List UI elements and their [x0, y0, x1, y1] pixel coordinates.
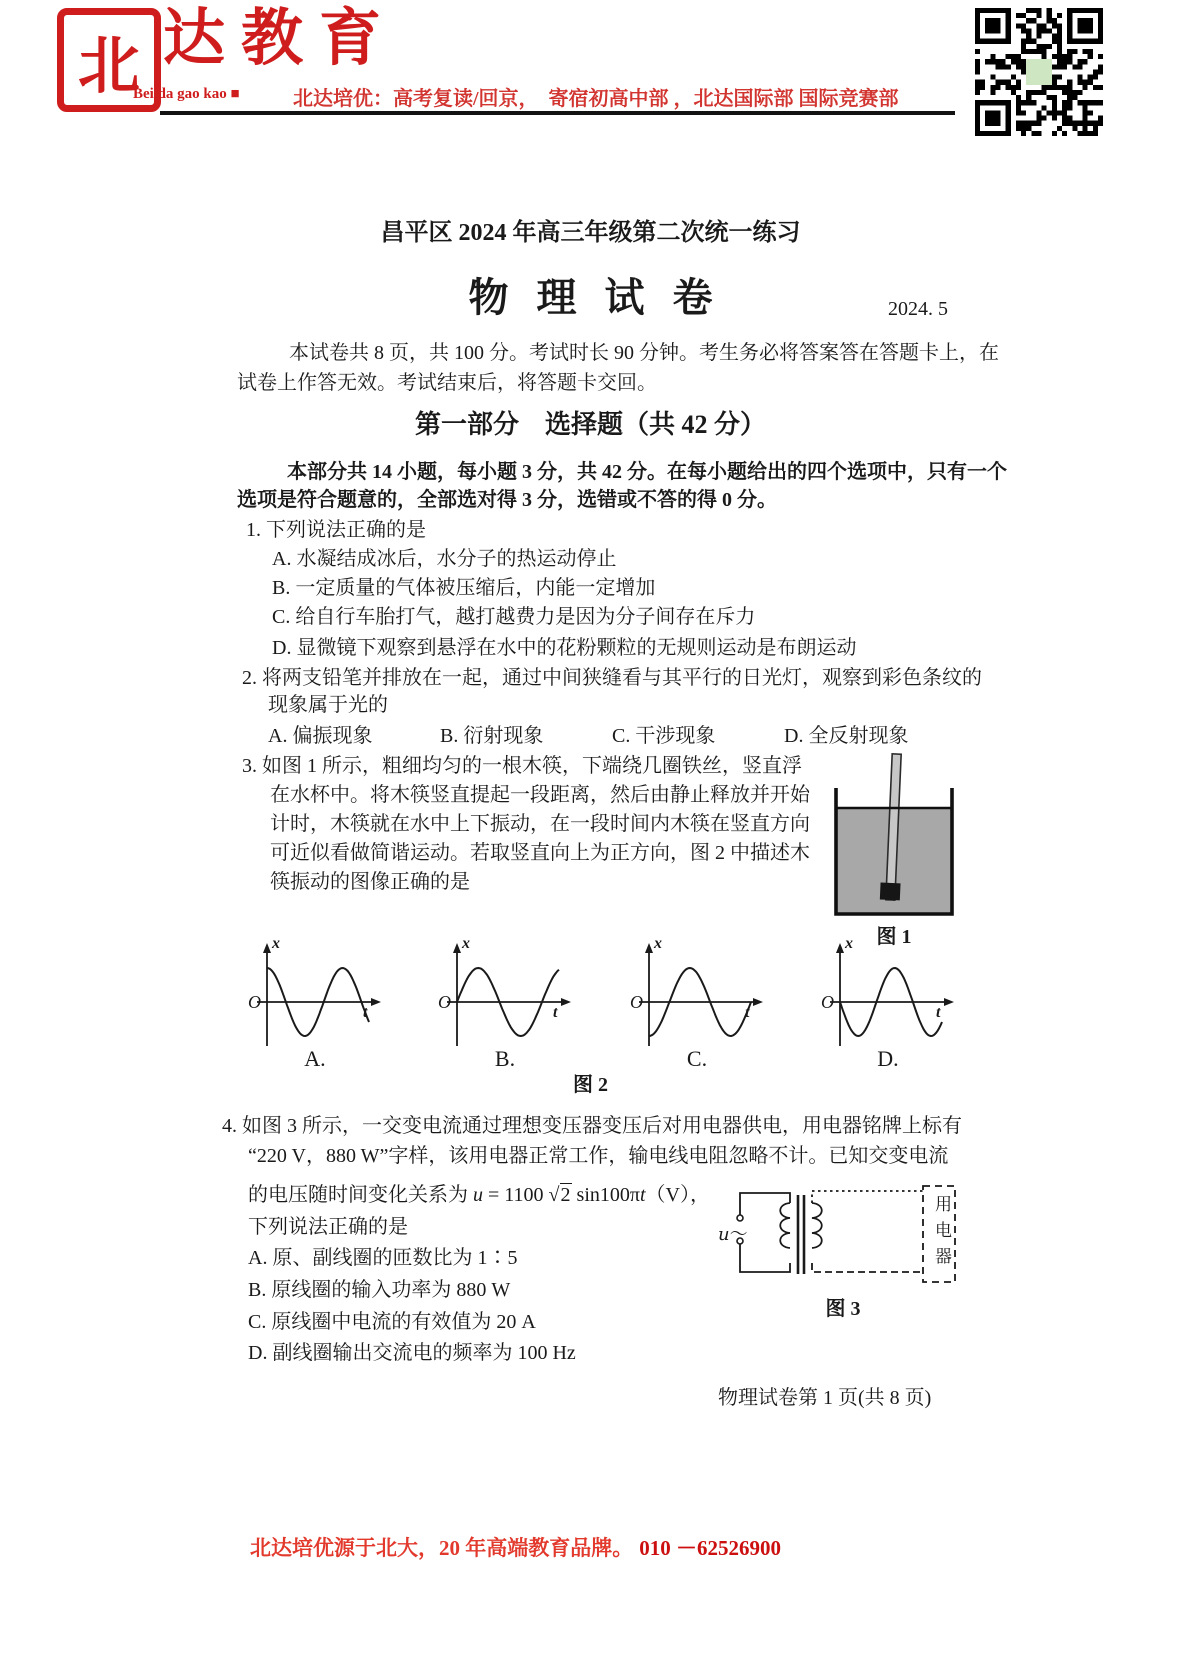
graph-b-label: B.	[494, 1046, 516, 1071]
figure-1-caption: 图 1	[876, 926, 912, 948]
waveform-c	[627, 940, 767, 1052]
secondary-wire-top	[812, 1191, 923, 1203]
voltage-symbol: u	[473, 1184, 483, 1206]
graph-d-label: D.	[877, 1046, 899, 1071]
brand-footer-text: 北达培优源于北大，20 年高端教育品牌。	[250, 1536, 634, 1560]
radicand: 2	[560, 1184, 571, 1206]
graph-c-label: C.	[686, 1046, 708, 1071]
question-2-option-b: B. 衍射现象	[440, 725, 544, 747]
question-4-option-b: B. 原线圈的输入功率为 880 W	[248, 1279, 511, 1301]
secondary-wire-bottom	[812, 1263, 923, 1272]
question-2-stem-line-2: 现象属于光的	[268, 694, 388, 716]
origin-label: O	[821, 992, 834, 1012]
formula-equals: = 1100	[483, 1184, 549, 1206]
figure-1-chopstick-cup	[828, 742, 960, 952]
section-note-1: 本部分共 14 小题，每小题 3 分，共 42 分。在每小题给出的四个选项中，只有一个	[287, 461, 1007, 483]
question-1-option-b: B. 一定质量的气体被压缩后，内能一定增加	[272, 577, 656, 599]
question-1-stem: 1. 下列说法正确的是	[246, 519, 426, 541]
figure-3-transformer-circuit	[718, 1178, 968, 1320]
origin-label: O	[248, 992, 261, 1012]
y-axis-label: x	[654, 935, 662, 952]
graph-option-b	[435, 935, 575, 1052]
formula-lead: 的电压随时间变化关系为	[248, 1184, 473, 1206]
subject-title: 物理试卷	[468, 275, 741, 320]
cup-drawing	[828, 742, 960, 920]
question-4-option-d: D. 副线圈输出交流电的频率为 100 Hz	[248, 1342, 576, 1364]
time-symbol: t	[639, 1184, 646, 1206]
section-note-2: 选项是符合题意的，全部选对得 3 分，选错或不答的得 0 分。	[237, 489, 777, 511]
origin-label: O	[630, 992, 643, 1012]
formula-sin-term: sin100π	[571, 1184, 640, 1206]
waveform-b	[435, 940, 575, 1052]
question-1-option-c: C. 给自行车胎打气，越打越费力是因为分子间存在斥力	[272, 606, 756, 628]
graph-option-a	[245, 935, 385, 1052]
question-4-option-c: C. 原线圈中电流的有效值为 20 A	[248, 1311, 536, 1333]
question-4-formula-line	[248, 1182, 710, 1208]
graph-option-c	[627, 935, 767, 1052]
source-label: u～	[718, 1224, 748, 1245]
question-4-option-a: A. 原、副线圈的匝数比为 1∶5	[248, 1247, 518, 1269]
primary-coil	[780, 1203, 790, 1248]
question-3-line-4: 可近似看做简谐运动。若取竖直向上为正方向，图 2 中描述木	[270, 842, 810, 864]
question-4-line-4: 下列说法正确的是	[248, 1216, 408, 1238]
section-heading: 第一部分 选择题（共 42 分）	[414, 410, 766, 439]
question-2-stem-line-1: 2. 将两支铅笔并排放在一起，通过中间狭缝看与其平行的日光灯，观察到彩色条纹的	[242, 667, 982, 689]
intro-line-1: 本试卷共 8 页，共 100 分。考试时长 90 分钟。考生务必将答案答在答题卡上，在	[289, 342, 999, 364]
question-1-option-d: D. 显微镜下观察到悬浮在水中的花粉颗粒的无规则运动是布朗运动	[272, 637, 857, 659]
question-3-line-2: 在水杯中。将木筷竖直提起一段距离，然后由静止释放并开始	[270, 784, 810, 806]
header-divider	[160, 111, 955, 115]
question-2-option-c: C. 干涉现象	[612, 725, 716, 747]
origin-label: O	[438, 992, 451, 1012]
page-number-footer: 物理试卷第 1 页(共 8 页)	[718, 1387, 932, 1409]
question-4-line-2: “220 V，880 W”字样，该用电器正常工作，输电线电阻忽略不计。已知交变电流	[248, 1145, 949, 1167]
waveform-d	[818, 940, 958, 1052]
x-axis-label: t	[745, 1004, 750, 1021]
secondary-coil	[812, 1203, 822, 1248]
brand-footer-phone: 010 －62526900	[639, 1536, 781, 1560]
intro-line-2: 试卷上作答无效。考试结束后，将答题卡交回。	[237, 372, 657, 394]
brand-subtitle: Bei da gao kao ■	[133, 86, 240, 102]
load-label: 用电器	[932, 1195, 951, 1273]
qr-pattern	[975, 8, 1103, 136]
exam-title: 昌平区 2024 年高三年级第二次统一练习	[380, 220, 801, 246]
formula-unit: （V），	[645, 1184, 710, 1206]
question-3-line-5: 筷振动的图像正确的是	[270, 871, 470, 893]
iron-wire-weight	[880, 882, 901, 900]
y-axis-label: x	[272, 935, 280, 952]
x-axis-label: t	[363, 1004, 368, 1021]
x-axis-label: t	[936, 1004, 941, 1021]
question-1-option-a: A. 水凝结成冰后，水分子的热运动停止	[272, 548, 617, 570]
brand-name: 达教育	[163, 5, 398, 73]
question-3-line-1: 3. 如图 1 所示，粗细均匀的一根木筷，下端绕几圈铁丝，竖直浮	[242, 755, 802, 777]
question-2-option-d: D. 全反射现象	[784, 725, 909, 747]
seal-character: 北	[77, 32, 140, 101]
figure-3-caption: 图 3	[825, 1298, 861, 1320]
x-axis-label: t	[553, 1004, 558, 1021]
qr-code	[975, 8, 1103, 136]
y-axis-label: x	[845, 935, 853, 952]
exam-date: 2024. 5	[888, 298, 948, 320]
header-slogan: 北达培优：高考复读/回京， 寄宿初高中部 ，北达国际部 国际竞赛部	[293, 88, 899, 110]
square-root: √2	[548, 1184, 571, 1206]
figure-2-caption: 图 2	[573, 1074, 608, 1096]
question-4-line-1: 4. 如图 3 所示，一交变电流通过理想变压器变压后对用电器供电，用电器铭牌上标有	[222, 1115, 962, 1137]
question-3-line-3: 计时，木筷就在水中上下振动，在一段时间内木筷在竖直方向	[270, 813, 810, 835]
question-2-option-a: A. 偏振现象	[268, 725, 373, 747]
graph-a-label: A.	[304, 1046, 326, 1071]
y-axis-label: x	[462, 935, 470, 952]
waveform-a	[245, 940, 385, 1052]
brand-footer	[250, 1532, 781, 1562]
